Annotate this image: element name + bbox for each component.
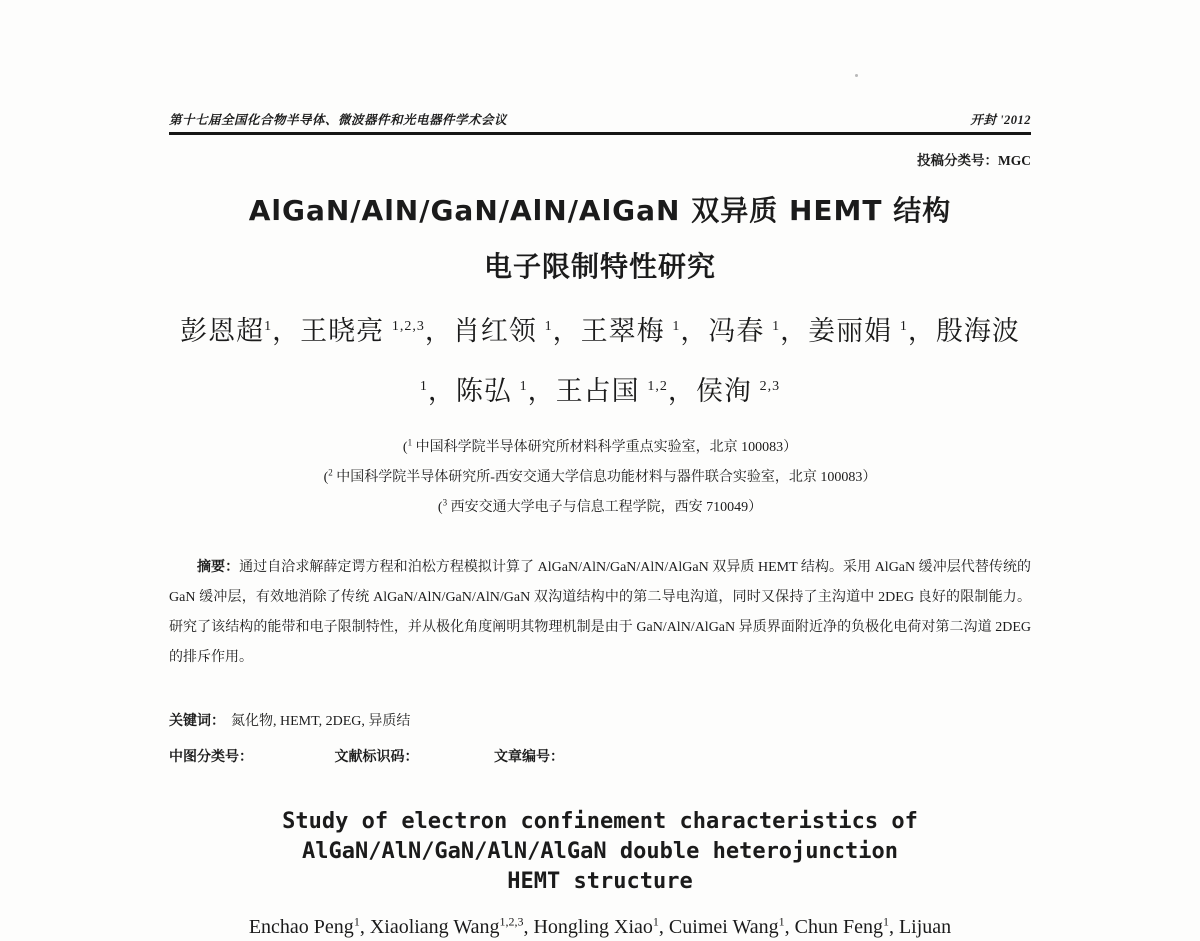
scan-artifact-dot — [855, 74, 858, 77]
keywords-label: 关键词： — [169, 714, 225, 729]
affiliation-2: ($^2$ 中国科学院半导体研究所-西安交通大学信息功能材料与器件联合实验室，北京 100083） — [323, 467, 877, 485]
authors-cn-line2: $^1$，陈弘 $^1$，王占国 $^{1,2}$，侯洵 $^{2,3}$ — [419, 376, 781, 406]
affiliation-1: ($^1$ 中国科学院半导体研究所材料科学重点实验室，北京 100083） — [402, 437, 798, 455]
page-header — [169, 110, 1031, 135]
classification-line — [169, 743, 1031, 773]
conference-name: 第十七届全国化合物半导体、微波器件和光电器件学术会议 — [169, 113, 508, 127]
authors-cn-line1: 彭恩超$^1$，王晓亮 $^{1,2,3}$，肖红领 $^1$，王翠梅 $^1$，冯春 $^1$，姜丽娟 $^1$，殷海波 — [180, 316, 1020, 346]
title-cn-line1: AlGaN/AlN/GaN/AlN/AlGaN 双异质 HEMT 结构 — [248, 194, 952, 227]
submission-classification: 投稿分类号：MGC — [917, 153, 1031, 168]
doc-code-label: 文献标识码： — [334, 750, 419, 765]
paper-page — [169, 0, 1031, 941]
title-en-line3: HEMT structure — [507, 869, 693, 894]
affiliations — [169, 433, 1031, 523]
title-en-line1: Study of electron confinement characteristics of — [282, 809, 918, 834]
clc-label: 中图分类号： — [169, 750, 253, 765]
keywords-line — [169, 707, 1031, 737]
title-en-line2: AlGaN/AlN/GaN/AlN/AlGaN double heterojunction — [301, 839, 899, 864]
article-id-label: 文章编号： — [494, 750, 564, 765]
abstract-paragraph — [169, 553, 1031, 673]
abstract-label: 摘要： — [197, 560, 240, 575]
abstract-body: 通过自洽求解薛定谔方程和泊松方程模拟计算了 AlGaN/AlN/GaN/AlN/AlGaN 双异质 HEMT 结构。采用 AlGaN 缓冲层代替传统的 GaN 缓冲层，有效地消除了传统 AlGaN/AlN/GaN/AlN/GaN 双沟道结构中的第二导电沟道，同时又保持了主沟道中 2DEG 良好的限制能力。研究了该结构的能带和电子限制特性，并从极化角度阐明其物理机制是由于 GaN/AlN/AlGaN 异质界面附近净的负极化电荷对第二沟道 2DEG 的排斥作用。 — [169, 560, 1031, 665]
authors-en-line: Enchao Peng$^1$, Xiaoliang Wang$^{1,2,3}$, Hongling Xiao$^1$, Cuimei Wang$^1$, Chun Feng$^1$, Lijuan — [248, 914, 952, 938]
venue-year: 开封 '2012 — [970, 113, 1031, 127]
keywords-value: 氮化物, HEMT, 2DEG, 异质结 — [231, 714, 411, 729]
affiliation-3: ($^3$ 西安交通大学电子与信息工程学院，西安 710049） — [437, 497, 763, 515]
title-cn-line2: 电子限制特性研究 — [483, 250, 716, 283]
